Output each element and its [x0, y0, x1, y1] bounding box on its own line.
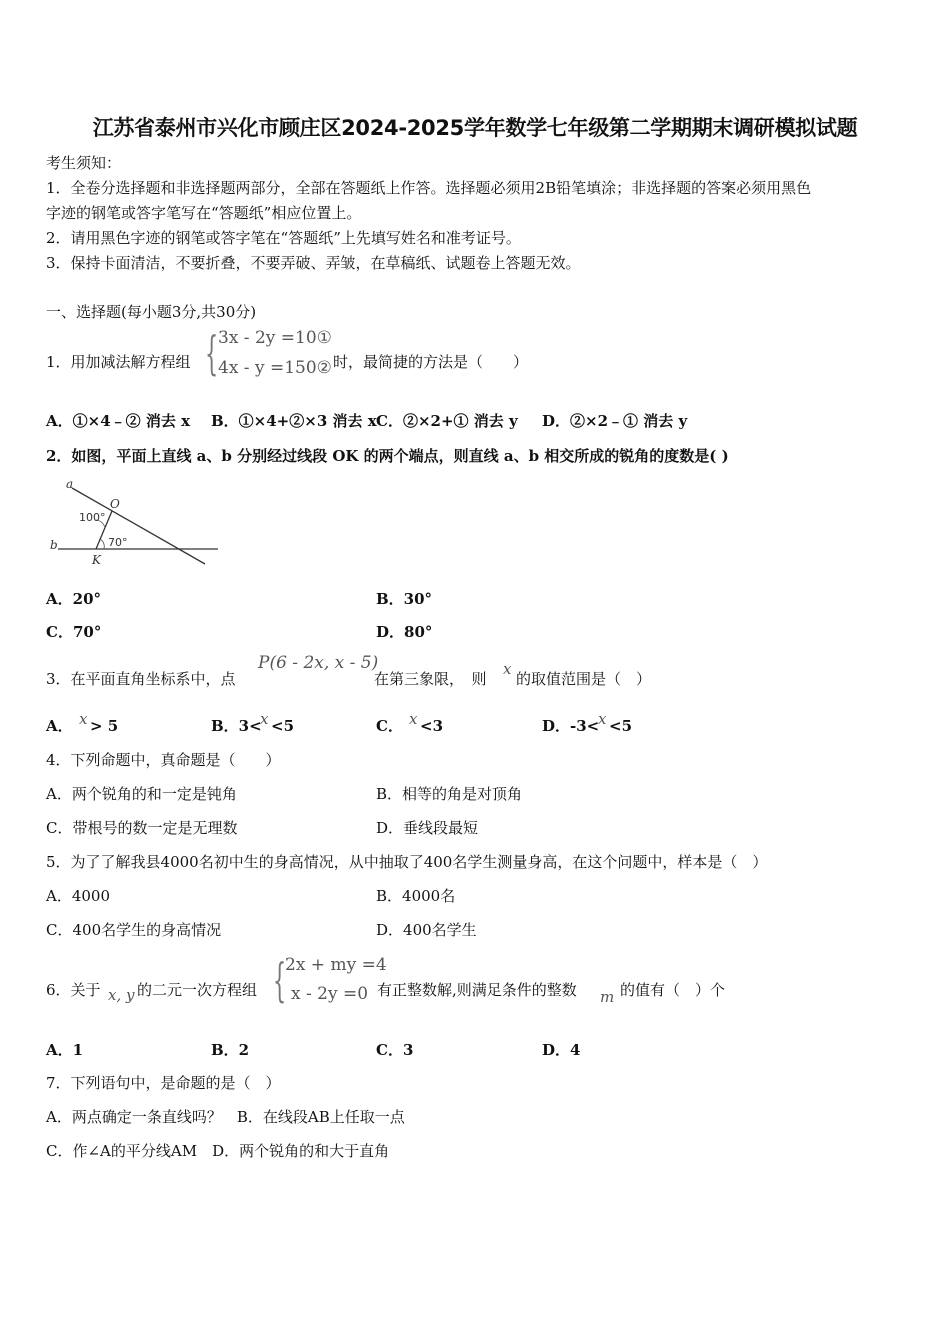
q3-option-b-rest: <5	[271, 717, 295, 735]
q4-text: 4．下列命题中，真命题是（ ）	[46, 751, 281, 769]
q2-option-d: D．80°	[376, 623, 433, 641]
q6-brace: {	[273, 953, 287, 1007]
q4-option-d: D．垂线段最短	[376, 819, 479, 837]
q5-option-d: D．400名学生	[376, 921, 477, 939]
q6-end: 的值有（ ）个	[620, 981, 726, 999]
q3-option-c-var: x	[409, 710, 418, 728]
q3-option-d-var: x	[598, 710, 607, 728]
q4-option-b: B．相等的角是对顶角	[376, 785, 523, 803]
q6-mid: 的二元一次方程组	[137, 981, 258, 999]
q3-option-b-var: x	[260, 710, 269, 728]
q1-equation-1: 3x - 2y =10①	[218, 328, 332, 348]
q3-option-c-label: C．	[376, 717, 403, 735]
q3-suffix: 的取值范围是（ ）	[516, 670, 652, 688]
q1-equation-2: 4x - y =150②	[218, 358, 332, 378]
q6-option-a: A．1	[46, 1041, 84, 1059]
q2-text: 2．如图，平面上直线 a、b 分别经过线段 OK 的两个端点，则直线 a、b 相交所成的锐角的度数是( )	[46, 447, 729, 465]
q7-options-ab: A．两点确定一条直线吗？ B．在线段AB上任取一点	[46, 1108, 405, 1126]
q4-option-a: A．两个锐角的和一定是钝角	[46, 785, 237, 803]
q3-middle: 在第三象限， 则	[374, 670, 487, 688]
label-70-degrees: 70°	[108, 536, 128, 549]
label-b: b	[50, 538, 58, 552]
q6-suffix: 有正整数解,则满足条件的整数	[377, 981, 577, 999]
q6-option-c: C．3	[376, 1041, 414, 1059]
page-title: 江苏省泰州市兴化市顾庄区2024-2025学年数学七年级第二学期期末调研模拟试题	[92, 116, 858, 140]
q1-suffix: 时，最简捷的方法是（ ）	[333, 353, 529, 371]
q3-option-d-rest: <5	[609, 717, 633, 735]
q5-text: 5．为了了解我县4000名初中生的身高情况，从中抽取了400名学生测量身高，在这个问题中，样本是（ ）	[46, 853, 768, 871]
q1-option-d: D．②×2﹣① 消去 y	[542, 412, 688, 430]
label-100-degrees: 100°	[79, 511, 106, 524]
q6-m: m	[600, 988, 615, 1006]
q5-option-b: B．4000名	[376, 887, 456, 905]
notice-item-1-line-1: 1．全卷分选择题和非选择题两部分，全部在答题纸上作答。选择题必须用2B铅笔填涂；非选择题的答案必须用黑色	[46, 179, 812, 197]
q3-option-a-rest: > 5	[90, 717, 119, 735]
q7-text: 7．下列语句中，是命题的是（ ）	[46, 1074, 281, 1092]
q1-option-b: B．①×4+②×3 消去 x	[211, 412, 377, 430]
q3-option-d-label: D．-3<	[542, 717, 600, 735]
q6-option-b: B．2	[211, 1041, 250, 1059]
q3-option-c-rest: <3	[420, 717, 444, 735]
q3-option-b-label: B．3<	[211, 717, 262, 735]
q1-option-c: C．②×2+① 消去 y	[376, 412, 518, 430]
notice-heading: 考生须知：	[46, 154, 122, 172]
q3-point: P(6 - 2x, x - 5)	[258, 653, 379, 673]
q5-option-c: C．400名学生的身高情况	[46, 921, 222, 939]
section-heading: 一、选择题(每小题3分,共30分)	[46, 303, 257, 321]
notice-item-3: 3．保持卡面清洁，不要折叠，不要弄破、弄皱，在草稿纸、试题卷上答题无效。	[46, 254, 581, 272]
q6-equation-2: x - 2y =0	[291, 984, 369, 1004]
q2-option-a: A．20°	[46, 590, 102, 608]
q3-option-a-var: x	[79, 710, 88, 728]
q4-option-c: C．带根号的数一定是无理数	[46, 819, 238, 837]
q2-option-b: B．30°	[376, 590, 433, 608]
notice-item-2: 2．请用黑色字迹的钢笔或答字笔在“答题纸”上先填写姓名和准考证号。	[46, 229, 521, 247]
q6-option-d: D．4	[542, 1041, 581, 1059]
label-a: a	[66, 477, 74, 491]
q6-prefix: 6．关于	[46, 981, 101, 999]
q2-figure	[48, 476, 228, 572]
q3-var: x	[503, 660, 512, 678]
q2-option-c: C．70°	[46, 623, 102, 641]
angle-70-arc	[100, 539, 104, 549]
q3-option-a-label: A．	[46, 717, 73, 735]
q1-brace: {	[205, 326, 219, 380]
q1-prefix: 1．用加减法解方程组	[46, 353, 191, 371]
notice-item-1-line-2: 字迹的钢笔或答字笔写在“答题纸”相应位置上。	[46, 204, 362, 222]
q3-prefix: 3．在平面直角坐标系中，点	[46, 670, 236, 688]
q1-option-a: A．①×4﹣② 消去 x	[46, 412, 191, 430]
q6-vars: x, y	[108, 986, 135, 1004]
q7-options-cd: C．作∠A的平分线AM D．两个锐角的和大于直角	[46, 1142, 390, 1160]
label-o: O	[110, 497, 120, 511]
label-k: K	[92, 553, 101, 567]
q6-equation-1: 2x + my =4	[285, 955, 387, 975]
q5-option-a: A．4000	[46, 887, 111, 905]
